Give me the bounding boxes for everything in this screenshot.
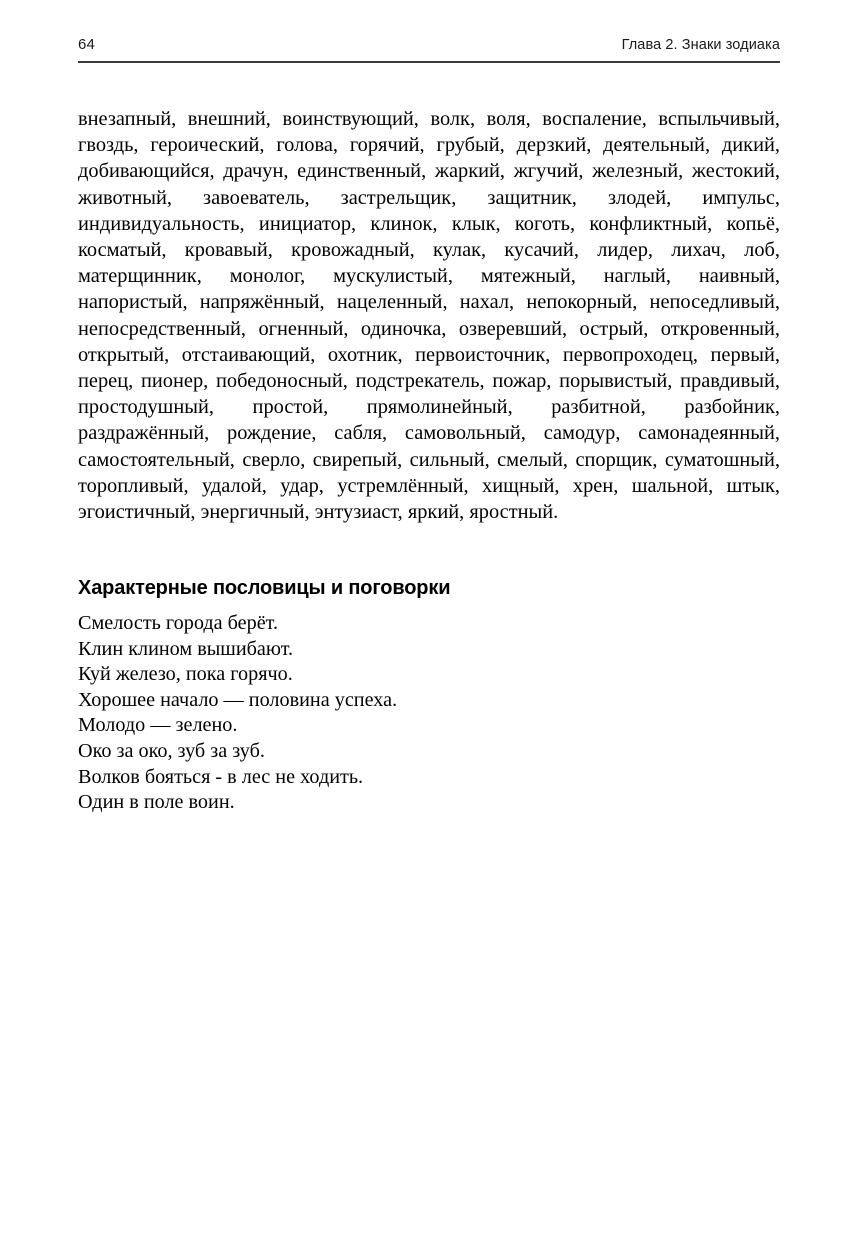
body-text-block [78,106,780,525]
list-item: Смелость города берёт. [78,612,279,634]
list-item: Волков бояться - в лес не ходить. [78,765,364,788]
list-item: Молодо — зелено. [78,714,238,737]
keyword-list-paragraph: внезапный, внешний, воинствующий, волк, воля, воспаление, вспыльчивый, гвоздь, героический, голова, горячий, грубый, дерзкий, деятельный, дикий, добивающийся, драчун, единственный, жаркий, жгучий, железный, жестокий, животный, завоеватель, застрельщик, защитник, злодей, импульс, индивидуальность, инициатор, клинок, клык, коготь, конфликтный, копьё, косматый, кровавый, кровожадный, кулак, кусачий, лидер, лихач, лоб, матерщинник, монолог, мускулистый, мятежный, наглый, наивный, напористый, напряжённый, нацеленный, нахал, непокорный, непоседливый, непосредственный, огненный, одиночка, озверевший, острый, откровенный, открытый, отстаивающий, охотник, первоисточник, первопроходец, первый, перец, пионер, победоносный, подстрекатель, пожар, порывистый, правдивый, простодушный, простой, прямолинейный, разбитной, разбойник, раздражённый, рождение, сабля, самовольный, самодур, самонадеянный, самостоятельный, сверло, свирепый, сильный, смелый, спорщик, суматошный, торопливый, удалой, удар, устремлённый, хищный, хрен, шальной, штык, эгоистичный, энергичный, энтузиаст, яркий, яростный. [78,108,780,524]
running-head [78,36,780,54]
section-heading-proverbs: Характерные пословицы и поговорки [78,577,451,599]
proverb-list [78,611,780,816]
chapter-title: Глава 2. Знаки зодиака [621,37,780,53]
list-item: Один в поле воин. [78,791,235,814]
list-item: Куй железо, пока горячо. [78,663,293,686]
list-item: Око за око, зуб за зуб. [78,739,265,762]
header-rule [78,61,780,63]
list-item: Хорошее начало — половина успеха. [78,688,398,711]
page-number: 64 [78,36,95,53]
list-item: Клин клином вышибают. [78,637,294,660]
